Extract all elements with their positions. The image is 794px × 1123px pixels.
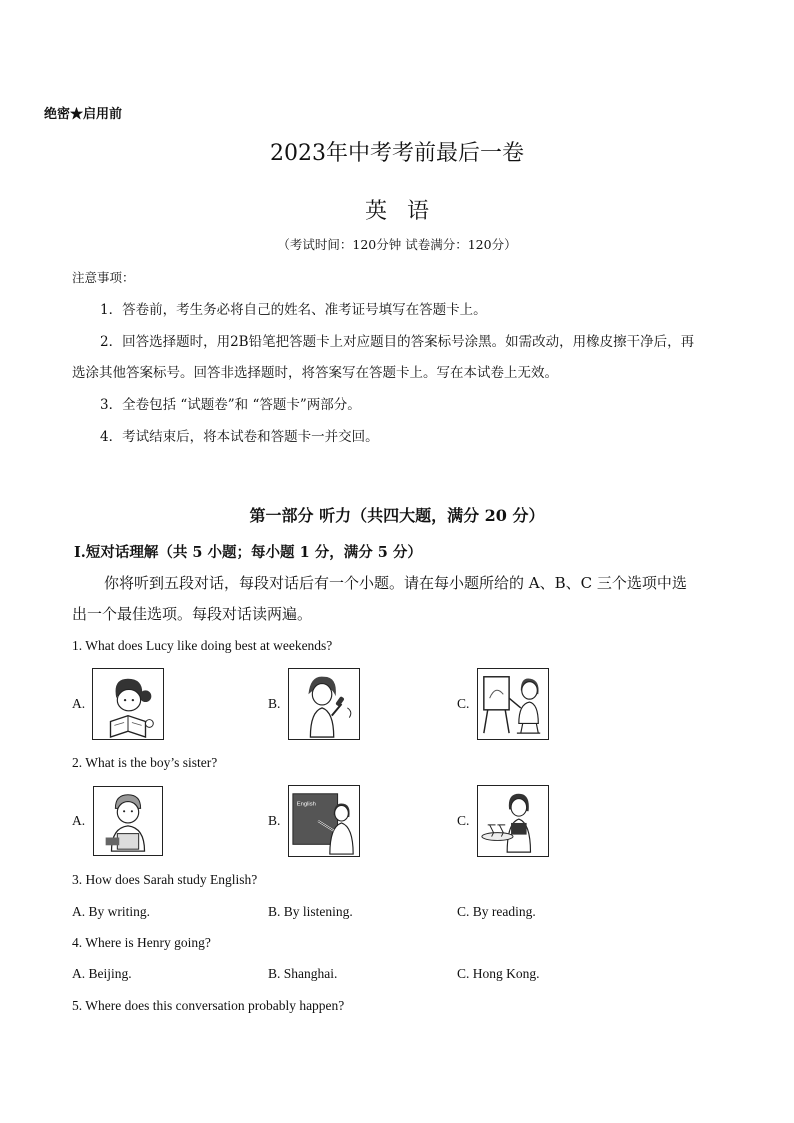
- q2-option-a: A.: [72, 813, 86, 828]
- q3-option-b: B. By listening.: [268, 904, 353, 919]
- part-one-title: 第一部分 听力（共四大题，满分 20 分）: [249, 506, 545, 525]
- girl-singing-icon: [288, 668, 360, 740]
- section-one-title: Ⅰ.短对话理解（共 5 小题；每小题 1 分，满分 5 分）: [74, 544, 422, 561]
- q1-option-c: C.: [457, 696, 470, 711]
- note-item: 2．回答选择题时，用2B铅笔把答题卡上对应题目的答案标号涂黑。如需改动，用橡皮擦干净后，再: [100, 334, 695, 350]
- q4-option-a: A. Beijing.: [72, 966, 132, 981]
- girl-reading-icon: [92, 668, 164, 740]
- note-item: 选涂其他答案标号。回答非选择题时，将答案写在答题卡上。写在本试卷上无效。: [72, 365, 558, 381]
- question-2: 2. What is the boy’s sister?: [72, 755, 218, 770]
- q1-option-a: A.: [72, 696, 86, 711]
- question-1: 1. What does Lucy like doing best at weekends?: [72, 638, 333, 653]
- note-item: 1．答卷前，考生务必将自己的姓名、准考证号填写在答题卡上。: [100, 302, 487, 318]
- notes-heading: 注意事项：: [72, 270, 135, 285]
- q4-option-b: B. Shanghai.: [268, 966, 338, 981]
- q2-option-b: B.: [268, 813, 281, 828]
- girl-painting-icon: [477, 668, 549, 740]
- waitress-icon: [477, 785, 549, 857]
- question-4: 4. Where is Henry going?: [72, 935, 211, 950]
- question-3: 3. How does Sarah study English?: [72, 872, 258, 887]
- cook-icon: [93, 786, 163, 856]
- q2-option-c: C.: [457, 813, 470, 828]
- section-instructions: 你将听到五段对话，每段对话后有一个小题。请在每小题所给的 A、B、C 三个选项中选: [104, 574, 687, 592]
- section-instructions-cont: 出一个最佳选项。每段对话读两遍。: [72, 605, 313, 623]
- confidential-label: 绝密★启用前: [44, 107, 123, 122]
- note-item: 3．全卷包括 “试题卷”和 “答题卡”两部分。: [100, 397, 361, 413]
- subject-title: 英语: [364, 199, 449, 224]
- exam-time-info: （考试时间：120分钟 试卷满分：120分）: [277, 237, 517, 252]
- q3-option-a: A. By writing.: [72, 904, 151, 919]
- exam-title: 2023年中考考前最后一卷: [270, 141, 524, 166]
- board-word: English: [296, 801, 316, 808]
- teacher-icon: [288, 785, 360, 857]
- question-5: 5. Where does this conversation probably happen?: [72, 998, 345, 1013]
- q3-option-c: C. By reading.: [457, 904, 536, 919]
- note-item: 4．考试结束后，将本试卷和答题卡一并交回。: [100, 429, 379, 445]
- q4-option-c: C. Hong Kong.: [457, 966, 540, 981]
- q1-option-b: B.: [268, 696, 281, 711]
